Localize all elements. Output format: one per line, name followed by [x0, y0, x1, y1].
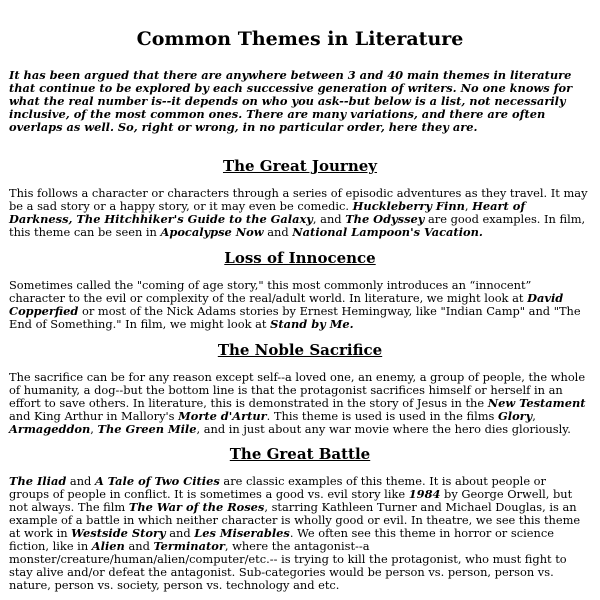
text: are good examples. In film, this theme can be seen in [9, 212, 586, 239]
text: , [90, 422, 98, 436]
work-title: Morte d'Artur [178, 409, 267, 423]
work-title: The Odyssey [345, 212, 425, 226]
text: Sometimes called the "coming of age story," this most commonly introduces an “innocent” character to the evil or complexity of the real/adult world. In literature, we might look at [9, 278, 532, 305]
work-title: A Tale of Two Cities [94, 474, 220, 488]
text: are classic examples of this theme. It is about people or groups of people in conflict. It is sometimes a good vs. evil story like [9, 474, 546, 501]
work-title: David Copperfied [9, 291, 564, 318]
text: , and in just about any war movie where the hero dies gloriously. [196, 422, 571, 436]
work-title: 1984 [408, 487, 441, 501]
body-great-battle [9, 475, 589, 592]
text: , [464, 199, 473, 213]
work-title: Heart of Darkness, The Hitchhiker's Guide to the Galaxy [9, 199, 526, 226]
intro-paragraph: It has been argued that there are anywhere between 3 and 40 main themes in literature that continue to be explored by each successive generation of writers. No one knows for what the real number is--it depends on who you ask--but below is a list, not necessarily inclusive, of the most common ones. There are many variations, and there are often overlaps as well. So, right or wrong, in no particular order, here they are. [9, 68, 573, 134]
text: or most of the Nick Adams stories by Ernest Hemingway, like "Indian Camp" and "The End of Something." In film, we might look at [9, 304, 581, 331]
text: , [532, 409, 536, 423]
text: and [263, 225, 293, 239]
text: This follows a character or characters through a series of episodic adventures as they travel. It may be a sad story or a happy story, or it may even be comedic. [9, 186, 588, 213]
text: and [124, 539, 154, 553]
text: and [165, 526, 195, 540]
work-title: Glory [498, 409, 533, 423]
heading-great-journey: The Great Journey [222, 157, 378, 175]
work-title: The Green Mile [97, 422, 197, 436]
work-title: Westside Story [71, 526, 166, 540]
text: . This theme is used is used in the films [266, 409, 499, 423]
body-noble-sacrifice [9, 371, 589, 436]
text: . We often see this theme in horror or science fiction, like in [9, 526, 554, 553]
work-title: National Lampoon's Vacation. [292, 225, 483, 239]
text: , and [312, 212, 346, 226]
work-title: The War of the Roses [128, 500, 265, 514]
work-title: Armageddon [9, 422, 91, 436]
work-title: Apocalypse Now [160, 225, 264, 239]
text: by George Orwell, but not always. The film [9, 487, 573, 514]
text: , starring Kathleen Turner and Michael Douglas, is an example of a battle in which neither character is wholly good or evil. In theatre, we see this theme at work in [9, 500, 581, 540]
text: and King Arthur in Mallory's [9, 409, 179, 423]
heading-great-battle: The Great Battle [229, 445, 371, 463]
text: and [66, 474, 95, 488]
work-title: Stand by Me. [270, 317, 354, 331]
text: The sacrifice can be for any reason except self--a loved one, an enemy, a group of people, the whole of humanity, a dog--but the bottom line is that the protagonist sacrifices himself or herself in an effort to save others. In literature, this is demonstrated in the story of Jesus in the [9, 370, 586, 410]
page-title: Common Themes in Literature [136, 28, 464, 50]
body-great-journey [9, 187, 589, 239]
work-title: Terminator [153, 539, 225, 553]
body-loss-of-innocence [9, 279, 589, 331]
work-title: New Testament [487, 396, 586, 410]
work-title: Alien [91, 539, 125, 553]
text: , where the antagonist--a monster/creature/human/alien/computer/etc.-- is trying to kill the protagonist, who must fight to stay alive and/or defeat the antagonist. Sub-categories would be person vs. person, person vs. nature, person vs. society, person vs. technology and etc. [9, 539, 567, 592]
heading-noble-sacrifice: The Noble Sacrifice [217, 341, 383, 359]
work-title: The Iliad [9, 474, 67, 488]
work-title: Les Miserables [194, 526, 290, 540]
work-title: Huckleberry Finn [352, 199, 465, 213]
heading-loss-of-innocence: Loss of Innocence [224, 249, 376, 267]
